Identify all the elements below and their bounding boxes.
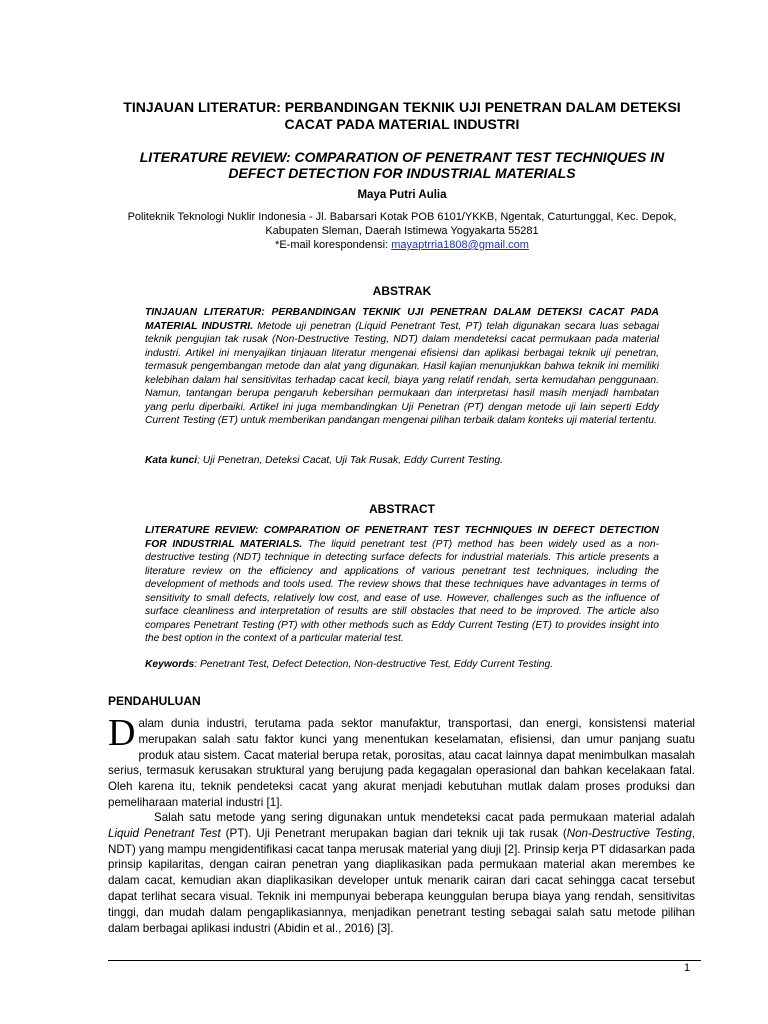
title-id-line-2: CACAT PADA MATERIAL INDUSTRI: [284, 116, 520, 132]
title-en-line-1: LITERATURE REVIEW: COMPARATION OF PENETRANT TEST TECHNIQUES IN: [139, 149, 665, 165]
title-id-line-1: TINJAUAN LITERATUR: PERBANDINGAN TEKNIK UJI PENETRAN DALAM DETEKSI: [123, 99, 681, 115]
affiliation-line-2: Kabupaten Sleman, Daerah Istimewa Yogyakarta 55281: [265, 225, 539, 237]
title-indonesian: [100, 99, 704, 133]
abstract-lead: LITERATURE REVIEW: COMPARATION OF PENETRANT TEST TECHNIQUES IN DEFECT DETECTION FOR INDUSTRIAL MATERIALS.: [145, 525, 659, 550]
intro-paragraph-1: [108, 712, 695, 811]
abstrak-lead: TINJAUAN LITERATUR: PERBANDINGAN TEKNIK UJI PENETRAN DALAM DETEKSI CACAT PADA MATERIAL INDUSTRI.: [145, 307, 659, 332]
intro-p2-italic-2: Non-Destructive Testing: [566, 826, 692, 840]
abstract-body: [145, 524, 659, 646]
title-en-line-2: DEFECT DETECTION FOR INDUSTRIAL MATERIALS: [228, 165, 576, 181]
affiliation-line-1: Politeknik Teknologi Nuklir Indonesia - Jl. Babarsari Kotak POB 6101/YKKB, Ngentak, Caturtunggal, Kec. Depok,: [127, 211, 677, 223]
intro-paragraph-2: [108, 810, 695, 936]
abstract-text: The liquid penetrant test (PT) method has been widely used as a non-destructive testing (NDT) technique in detecting surface defects for industrial materials. This article presents a literature review on the efficiency and applications of various penetrant test techniques, including the development of methods and tools used. The review shows that these techniques have advantages in terms of sensitivity to small defects, relatively low cost, and ease of use. However, challenges such as the influence of surface cleanliness and interpretation of results are still obstacles that need to be improved. The article also compares Penetrant Testing (PT) with other methods such as Eddy Current Testing (ET) to provides insight into the best option in the context of a particular material test.: [145, 538, 659, 644]
kata-kunci-text: ; Uji Penetran, Deteksi Cacat, Uji Tak Rusak, Eddy Current Testing.: [197, 455, 504, 466]
affiliation: [100, 210, 704, 252]
footer-divider: [108, 960, 701, 961]
kata-kunci-label: Kata kunci: [145, 455, 198, 466]
pendahuluan-heading: PENDAHULUAN: [108, 694, 201, 708]
abstrak-heading: ABSTRAK: [372, 284, 432, 298]
drop-cap: D: [108, 712, 136, 754]
abstract-heading: ABSTRACT: [369, 502, 435, 516]
title-english: [100, 149, 704, 181]
abstrak-keywords: [145, 454, 659, 468]
email-link[interactable]: mayaptrria1808@gmail.com: [391, 239, 529, 251]
intro-p2-b: (PT). Uji Penetrant merupakan bagian dari teknik uji tak rusak (: [220, 826, 567, 840]
intro-p2-a: Salah satu metode yang sering digunakan untuk mendeteksi cacat pada permukaan material adalah: [154, 811, 695, 824]
abstrak-text: Metode uji penetran (Liquid Penetrant Test, PT) telah digunakan secara luas sebagai teknik pengujian tak rusak (Non-Destructive Testing, NDT) dalam mendeteksi cacat permukaan pada material industri. Artikel ini menyajikan tinjauan literatur mengenai efisiensi dan aplikasi berbagai teknik uji penetran, termasuk pengembangan metode dan alat yang digunakan. Hasil kajian menunjukkan bahwa teknik ini memiliki kelebihan dalam hal sensitivitas terhadap cacat kecil, biaya yang relatif rendah, serta kemudahan penggunaan. Namun, tantangan berupa pengaruh kebersihan permukaan dan interpretasi hasil masih menjadi hambatan yang perlu diperbaiki. Artikel ini juga membandingkan Uji Penetran (PT) dengan metode uji lain seperti Eddy Current Testing (ET) untuk memberikan pandangan mengenai pilihan terbaik dalam konteks uji material tertentu.: [145, 320, 660, 426]
page-number: 1: [684, 962, 691, 974]
email-line: [100, 238, 704, 252]
intro-p1-text: alam dunia industri, terutama pada sektor manufaktur, transportasi, dan energi, konsistensi material merupakan salah satu faktor kunci yang menentukan keselamatan, efisiensi, dan umur panjang suatu produk atau sistem. Cacat material berupa retak, porositas, atau cacat lainnya dapat menimbulkan masalah serius, termasuk kerusakan struktural yang berujung pada kegagalan operasional dan bahkan kecelakaan fatal. Oleh karena itu, teknik pendeteksi cacat yang akurat menjadi kebutuhan mutlak dalam proses produksi dan pemeliharaan material industri [1].: [108, 717, 695, 809]
email-label: *E-mail korespondensi:: [275, 239, 392, 251]
keywords-text: : Penetrant Test, Defect Detection, Non-destructive Test, Eddy Current Testing.: [194, 659, 554, 670]
author-name: Maya Putri Aulia: [357, 189, 447, 201]
abstrak-body: [145, 306, 659, 428]
abstract-keywords: [145, 658, 659, 672]
intro-p2-c: , NDT) yang mampu mengidentifikasi cacat tanpa merusak material yang diuji [2]. Prinsip kerja PT didasarkan pada prinsip kapilaritas, dengan cairan penetran yang diaplikasikan pada permukaan material akan merembes ke dalam cacat, kemudian akan diaplikasikan developer untuk menarik cairan dari cacat sehingga cacat tersebut dapat terlihat secara visual. Teknik ini mempunyai beberapa keunggulan berupa biaya yang rendah, sensitivitas tinggi, dan mudah dalam pengaplikasiannya, menjadikan penetrant testing sebagai salah satu metode pilihan dalam berbagai aplikasi industri (Abidin et al., 2016) [3].: [108, 826, 696, 935]
keywords-label: Keywords: [145, 659, 195, 670]
intro-p2-italic-1: Liquid Penetrant Test: [108, 826, 221, 840]
